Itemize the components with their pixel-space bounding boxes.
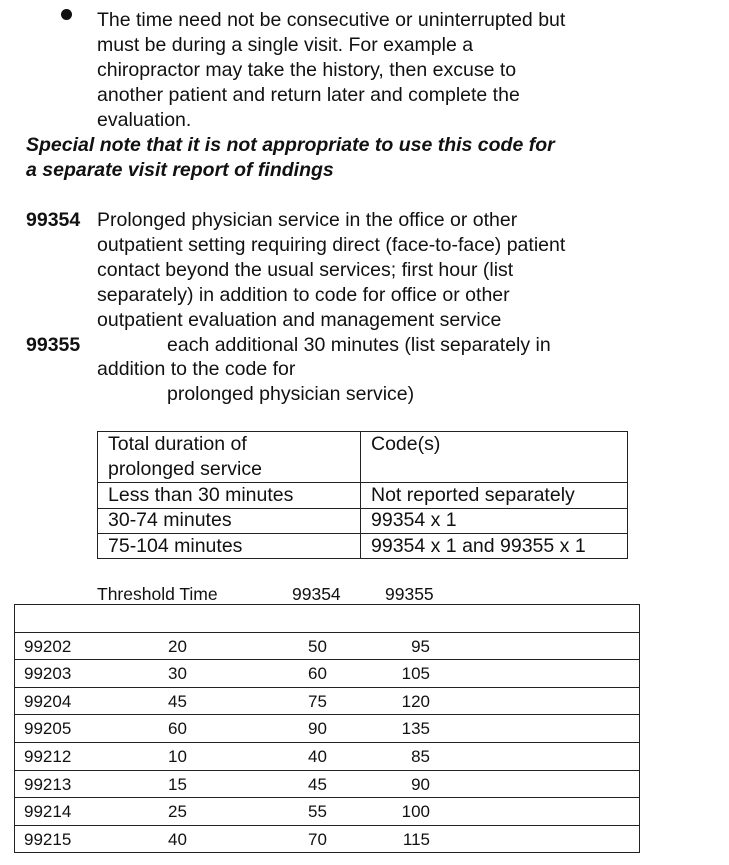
threshold-time-cell: 40 <box>168 830 187 849</box>
table-row <box>14 633 640 660</box>
cpt-code-cell: 99202 <box>24 637 72 656</box>
value-99355-cell: 90 <box>411 775 430 794</box>
special-note-line: Special note that it is not appropriate to use this code for <box>26 134 555 156</box>
cpt-code-cell: 99213 <box>24 775 72 794</box>
codes-cell: Not reported separately <box>371 484 575 506</box>
duration-header-line: prolonged service <box>108 458 262 480</box>
code-99355-label: 99355 <box>26 334 81 356</box>
cpt-code-cell: 99205 <box>24 719 72 738</box>
bullet-line: evaluation. <box>97 109 192 131</box>
code-99354-desc-line: outpatient evaluation and management service <box>97 309 502 331</box>
table-row <box>14 771 640 798</box>
duration-cell: Less than 30 minutes <box>108 484 294 506</box>
threshold-time-cell: 15 <box>168 775 187 794</box>
value-99355-cell: 100 <box>401 802 430 821</box>
value-99354-cell: 50 <box>308 637 327 656</box>
value-99354-cell: 40 <box>308 747 327 766</box>
bullet-line: must be during a single visit. For example a <box>97 34 474 56</box>
value-99354-cell: 90 <box>308 719 327 738</box>
cpt-code-cell: 99203 <box>24 664 72 683</box>
cpt-code-cell: 99204 <box>24 692 72 711</box>
threshold-header: Threshold Time <box>97 584 218 604</box>
threshold-time-cell: 30 <box>168 664 187 683</box>
value-99355-cell: 85 <box>411 747 430 766</box>
table-row <box>14 798 640 825</box>
bullet-line: chiropractor may take the history, then excuse to <box>97 59 517 81</box>
cpt-code-cell: 99212 <box>24 747 72 766</box>
cpt-code-cell: 99215 <box>24 830 72 849</box>
cpt-code-cell: 99214 <box>24 802 72 821</box>
threshold-time-cell: 20 <box>168 637 187 656</box>
value-99354-cell: 60 <box>308 664 327 683</box>
value-99354-cell: 55 <box>308 802 327 821</box>
code-99355-desc-line: prolonged physician service) <box>167 383 415 405</box>
table-row <box>14 688 640 715</box>
bullet-line: The time need not be consecutive or uninterrupted but <box>97 9 566 31</box>
code-99355-desc-line: addition to the code for <box>97 358 296 380</box>
value-99354-cell: 45 <box>308 775 327 794</box>
code-99354-label: 99354 <box>26 209 81 231</box>
value-99354-cell: 75 <box>308 692 327 711</box>
threshold-header: 99354 <box>292 584 341 604</box>
threshold-header: 99355 <box>385 584 434 604</box>
table-row <box>14 660 640 687</box>
table-row <box>14 826 640 853</box>
codes-cell: 99354 x 1 <box>371 509 457 531</box>
code-99354-desc-line: contact beyond the usual services; first hour (list <box>97 259 514 281</box>
code-99355-desc-line: each additional 30 minutes (list separately in <box>167 334 551 356</box>
duration-header-line: Total duration of <box>108 433 247 455</box>
table-row <box>14 715 640 742</box>
threshold-time-cell: 60 <box>168 719 187 738</box>
threshold-time-cell: 10 <box>168 747 187 766</box>
codes-header: Code(s) <box>371 433 441 455</box>
threshold-time-cell: 25 <box>168 802 187 821</box>
threshold-time-cell: 45 <box>168 692 187 711</box>
code-99354-desc-line: Prolonged physician service in the office or other <box>97 209 518 231</box>
duration-cell: 30-74 minutes <box>108 509 232 531</box>
code-99354-desc-line: separately) in addition to code for office or other <box>97 284 510 306</box>
bullet-dot <box>61 9 72 20</box>
code-99354-desc-line: outpatient setting requiring direct (face-to-face) patient <box>97 234 566 256</box>
codes-cell: 99354 x 1 and 99355 x 1 <box>371 535 586 557</box>
table-row <box>14 743 640 770</box>
value-99355-cell: 115 <box>402 830 430 849</box>
value-99355-cell: 120 <box>401 692 430 711</box>
bullet-line: another patient and return later and complete the <box>97 84 520 106</box>
special-note-line: a separate visit report of findings <box>26 159 334 181</box>
duration-table-divider <box>360 431 361 559</box>
value-99355-cell: 135 <box>401 719 430 738</box>
value-99354-cell: 70 <box>308 830 327 849</box>
value-99355-cell: 105 <box>401 664 430 683</box>
duration-cell: 75-104 minutes <box>108 535 243 557</box>
value-99355-cell: 95 <box>411 637 430 656</box>
